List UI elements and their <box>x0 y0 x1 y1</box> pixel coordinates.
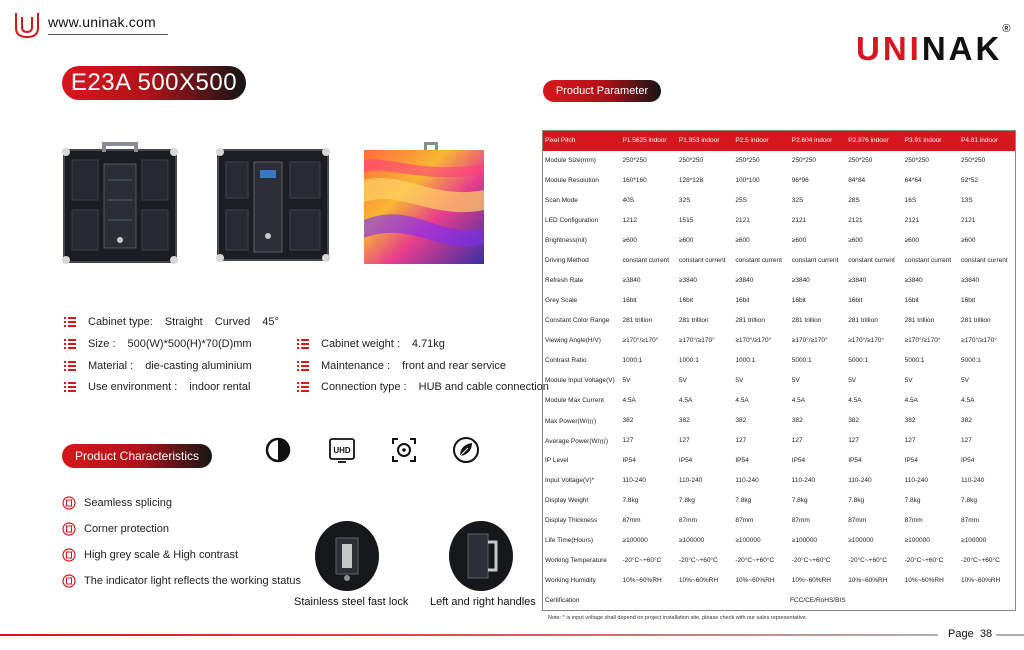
table-cell: constant current <box>848 257 895 264</box>
table-row <box>543 551 1016 571</box>
characteristic-item <box>62 574 301 588</box>
bullet-circle-icon <box>62 496 76 510</box>
table-cell: 5000:1 <box>848 357 869 364</box>
brand-red-part: UNI <box>856 30 922 67</box>
table-cell: 5V <box>961 377 969 384</box>
table-cell: 7.8kg <box>735 497 752 504</box>
table-cell: 4.5A <box>735 397 749 404</box>
characteristic-text: The indicator light reflects the working status <box>84 575 302 587</box>
spec-value: HUB and cable connection <box>418 381 549 393</box>
table-cell: 7.8kg <box>678 497 695 504</box>
table-cell: -20°C~+60°C <box>791 557 831 564</box>
cabinet-rear-image <box>58 140 182 268</box>
table-cell: IP54 <box>904 457 918 464</box>
table-header-cell: P4.81 indoor <box>961 137 998 145</box>
table-cell: 5V <box>622 377 631 384</box>
table-cell: 96*96 <box>791 177 809 184</box>
table-row-label: Brightness(nit) <box>545 237 587 244</box>
table-cell: 110-240 <box>791 477 816 484</box>
table-cell: 16bit <box>678 297 694 304</box>
table-row <box>543 531 1016 551</box>
table-row-label: Module Max Current <box>545 397 604 404</box>
table-cell: ≥3840 <box>791 277 810 284</box>
table-row-label: Display Weight <box>545 497 589 504</box>
table-cell: 40S <box>622 197 635 204</box>
table-cell: 1000:1 <box>622 357 643 364</box>
table-cell: 87mm <box>904 517 923 524</box>
table-cell: 1000:1 <box>678 357 699 364</box>
table-cell: 32S <box>791 197 804 204</box>
table-cell: 250*250 <box>904 157 929 164</box>
table-cell: ≥170°/≥170° <box>678 337 715 344</box>
table-cell: -20°C~+60°C <box>961 557 1000 564</box>
spec-value: indoor rental <box>189 381 251 393</box>
table-cell: 5000:1 <box>961 357 981 364</box>
table-cell: 5V <box>904 377 913 384</box>
table-cell: 250*250 <box>622 157 647 164</box>
brand-logo <box>856 23 1011 68</box>
table-cell: 281 trillion <box>848 317 878 324</box>
table-cell: 110-240 <box>735 477 759 484</box>
table-row <box>543 231 1016 251</box>
table-cell: 7.8kg <box>622 497 639 504</box>
table-row <box>543 471 1016 491</box>
table-row-label: IP Level <box>545 457 569 464</box>
table-cell: IP54 <box>678 457 693 464</box>
table-cell: 128*128 <box>678 177 704 184</box>
table-cell: 25S <box>735 197 747 204</box>
spec-use-environment <box>64 381 250 393</box>
spec-value: die-casting aluminium <box>145 360 252 372</box>
table-cell: 28S <box>848 197 860 204</box>
table-cell: 16bit <box>622 297 637 304</box>
table-cell: 5V <box>735 377 744 384</box>
table-row-label: Constant Color Range <box>545 317 610 324</box>
table-cell: 281 trillion <box>791 317 822 324</box>
table-cell: 281 trillion <box>735 317 765 324</box>
table-cell: 110-240 <box>904 477 928 484</box>
table-cell: 1000:1 <box>735 357 756 364</box>
table-cell: 4.5A <box>848 397 862 404</box>
characteristic-text: Corner protection <box>84 523 169 535</box>
table-row-label: Max Power(W/㎡) <box>545 418 597 425</box>
table-cell: ≥600 <box>622 237 637 244</box>
table-cell: 5000:1 <box>904 357 925 364</box>
table-row <box>543 151 1016 171</box>
table-row <box>543 311 1016 331</box>
table-cell: 87mm <box>735 517 754 524</box>
table-cell: 13S <box>961 197 973 204</box>
characteristic-item <box>62 522 169 536</box>
table-cell: ≥170°/≥170° <box>622 337 659 344</box>
table-cell: 87mm <box>961 517 980 524</box>
page-number <box>948 628 992 640</box>
table-cell: 127 <box>904 437 916 444</box>
spec-cabinet-type <box>64 316 279 328</box>
page-label: Page <box>948 628 974 640</box>
table-row <box>543 431 1016 451</box>
table-row-label: Life Time(Hours) <box>545 537 594 544</box>
table-cell: 10%~60%RH <box>904 577 944 584</box>
spec-value: 45° <box>262 316 279 328</box>
table-cell: -20°C~+60°C <box>678 557 718 564</box>
table-cell: 1212 <box>622 217 637 224</box>
table-header-cell: P2.604 indoor <box>791 137 833 145</box>
table-row <box>543 171 1016 191</box>
table-cell: 2121 <box>735 217 750 224</box>
table-row-label: Module Input Voltage(V) <box>545 377 615 384</box>
table-row <box>543 371 1016 391</box>
table-cell: constant current <box>904 257 952 264</box>
table-cell: ≥600 <box>735 237 750 244</box>
table-row-label: Average Power(W/㎡) <box>545 438 609 445</box>
table-cell: 16bit <box>961 297 976 304</box>
spec-label: Connection type : <box>321 381 407 393</box>
table-cell: IP54 <box>961 457 975 464</box>
characteristic-item <box>62 496 172 510</box>
table-cell: 281 trillion <box>678 317 709 324</box>
spec-maintenance <box>297 360 506 372</box>
spec-label: Maintenance : <box>321 360 391 372</box>
table-row-label: Certification <box>545 596 580 604</box>
table-cell: -20°C~+60°C <box>735 557 775 564</box>
table-cell: ≥100000 <box>791 537 818 544</box>
characteristic-text: Seamless splicing <box>84 497 173 509</box>
table-row <box>543 491 1016 511</box>
table-cell: -20°C~+60°C <box>622 557 662 564</box>
characteristic-text: High grey scale & High contrast <box>84 549 239 561</box>
table-cell: 64*64 <box>904 177 922 184</box>
table-row <box>543 291 1016 311</box>
table-cell: IP54 <box>622 457 636 464</box>
spec-label: Use environment : <box>88 381 178 393</box>
spec-value: front and rear service <box>402 360 507 372</box>
table-cell: ≥3840 <box>848 277 867 284</box>
table-cell: 5000:1 <box>791 357 812 364</box>
table-row-label: Working Temperature <box>545 557 607 564</box>
bullet-circle-icon <box>62 574 76 588</box>
table-note: Note: * is input voltage shall depend on project installation site, please check with our sales representative. <box>548 615 808 621</box>
parameter-title: Product Parameter <box>543 80 661 102</box>
footer-divider <box>0 634 938 636</box>
table-cell: 2121 <box>961 217 976 224</box>
table-cell: 382 <box>735 417 747 424</box>
table-cell: 281 trillion <box>904 317 935 324</box>
table-cell: 10%~60%RH <box>622 577 662 584</box>
table-cell: ≥600 <box>961 237 976 244</box>
table-row <box>543 451 1016 471</box>
table-cell: constant current <box>735 257 782 264</box>
spec-label: Size : <box>88 338 116 350</box>
table-row-certification <box>543 591 1016 611</box>
table-cell: 2121 <box>848 217 863 224</box>
table-cell: 127 <box>791 437 803 444</box>
table-cell: 5V <box>791 377 800 384</box>
table-cell: 10%~60%RH <box>791 577 831 584</box>
list-icon <box>64 317 76 327</box>
table-cell: constant current <box>622 257 670 264</box>
table-cell: 7.8kg <box>791 497 808 504</box>
uninak-logo-icon <box>14 12 40 38</box>
table-cell: ≥3840 <box>678 277 697 284</box>
table-cell: 382 <box>848 417 860 424</box>
table-row <box>543 351 1016 371</box>
table-cell: ≥600 <box>904 237 920 244</box>
table-cell: 382 <box>622 417 634 424</box>
spec-label: Cabinet type: <box>88 316 153 328</box>
table-cell: 127 <box>678 437 690 444</box>
table-row <box>543 391 1016 411</box>
bullet-circle-icon <box>62 522 76 536</box>
table-row-label: Grey Scale <box>545 297 578 304</box>
spec-material <box>64 360 252 372</box>
table-cell: IP54 <box>848 457 862 464</box>
table-cell: 250*250 <box>791 157 816 164</box>
site-url[interactable]: www.uninak.com <box>48 14 156 30</box>
uhd-icon-label: UHD <box>333 446 351 455</box>
table-cell: 110-240 <box>961 477 985 484</box>
spec-connection-type <box>297 381 549 393</box>
spec-value: 4.71kg <box>411 338 445 350</box>
handle-image <box>448 520 514 592</box>
list-icon <box>297 361 309 371</box>
table-cell: ≥3840 <box>961 277 980 284</box>
list-icon <box>297 382 309 392</box>
page-number-value: 38 <box>979 628 993 640</box>
footer-divider-tail <box>996 634 1024 636</box>
table-row-label: Module Size(mm) <box>545 157 596 164</box>
table-row-label: Contrast Ratio <box>545 357 587 364</box>
table-cell: ≥170°/≥170° <box>904 337 941 344</box>
table-cell: 84*84 <box>848 177 866 184</box>
table-cell: IP54 <box>791 457 806 464</box>
table-cell: ≥170°/≥170° <box>848 337 885 344</box>
product-title: E23A 500X500 <box>62 66 246 100</box>
spec-value: Straight <box>164 316 203 328</box>
table-cell: ≥600 <box>678 237 694 244</box>
table-cell: 10%~60%RH <box>848 577 888 584</box>
table-cell: 250*250 <box>961 157 986 164</box>
table-cell: 5V <box>848 377 857 384</box>
table-row <box>543 191 1016 211</box>
table-cell: 160*160 <box>622 177 647 184</box>
table-cell: 250*250 <box>848 157 873 164</box>
table-cell: 250*250 <box>678 157 704 164</box>
table-row-label: Scan Mode <box>545 197 578 204</box>
table-header-cell: P2.5 indoor <box>735 137 769 145</box>
site-url-underline <box>48 34 168 35</box>
table-cell: 16S <box>904 197 917 204</box>
table-cell: 127 <box>848 437 860 444</box>
table-cell: 7.8kg <box>848 497 865 504</box>
cabinet-angle-image <box>210 140 334 268</box>
table-cell: 87mm <box>848 517 867 524</box>
table-header-row <box>543 131 1016 151</box>
table-cell: 250*250 <box>735 157 760 164</box>
table-row <box>543 211 1016 231</box>
spec-cabinet-weight <box>297 338 445 350</box>
table-cell: -20°C~+60°C <box>848 557 887 564</box>
table-cell: 382 <box>678 417 690 424</box>
parameter-table <box>542 130 1016 611</box>
table-cell: 382 <box>904 417 916 424</box>
characteristics-title: Product Characteristics <box>62 444 212 468</box>
table-cell: 382 <box>791 417 803 424</box>
table-cell: 110-240 <box>848 477 872 484</box>
table-cell: 110-240 <box>622 477 646 484</box>
table-row <box>543 571 1016 591</box>
table-cell: 4.5A <box>622 397 636 404</box>
table-cell: 2121 <box>791 217 807 224</box>
table-cell: 281 trillion <box>961 317 991 324</box>
table-cell: 2121 <box>904 217 920 224</box>
table-cell: 4.5A <box>904 397 918 404</box>
table-header-label: Pixel Pitch <box>545 137 576 145</box>
screen-display-image <box>362 140 486 266</box>
bullet-circle-icon <box>62 548 76 562</box>
spec-label: Cabinet weight : <box>321 338 400 350</box>
table-cell: 1515 <box>678 217 694 224</box>
spec-value: Curved <box>214 316 251 328</box>
handles-caption: Left and right handles <box>430 596 536 608</box>
table-row-label: Refresh Rate <box>545 277 584 284</box>
table-cell: 7.8kg <box>961 497 977 504</box>
table-row-label: Input Voltage(V)* <box>545 477 595 484</box>
table-cell: 5V <box>678 377 687 384</box>
table-header-cell: P2.976 indoor <box>848 137 889 145</box>
table-cell: -20°C~+60°C <box>904 557 944 564</box>
table-cell: IP54 <box>735 457 749 464</box>
table-cell: 382 <box>961 417 972 424</box>
table-cell: ≥100000 <box>678 537 705 544</box>
table-cell: 10%~60%RH <box>961 577 1001 584</box>
list-icon <box>64 382 76 392</box>
table-cell: 10%~60%RH <box>678 577 719 584</box>
table-header-cell: P1.5625 indoor <box>622 137 667 145</box>
table-cell: ≥100000 <box>735 537 761 544</box>
spec-size <box>64 338 252 350</box>
table-cell: ≥3840 <box>735 277 754 284</box>
table-row-label: Driving Method <box>545 257 589 264</box>
table-cell: ≥600 <box>791 237 807 244</box>
fast-lock-caption: Stainless steel fast lock <box>294 596 409 608</box>
table-cell: 110-240 <box>678 477 703 484</box>
list-icon <box>297 339 309 349</box>
table-cell: ≥170°/≥170° <box>791 337 828 344</box>
table-cell: ≥600 <box>848 237 863 244</box>
list-icon <box>64 361 76 371</box>
table-row <box>543 511 1016 531</box>
certification-value: FCC/CE/RoHS/BIS <box>789 596 846 604</box>
table-cell: constant current <box>791 257 839 264</box>
table-cell: 32S <box>678 197 691 204</box>
table-cell: 16bit <box>791 297 806 304</box>
table-cell: constant current <box>678 257 726 264</box>
table-cell: ≥100000 <box>961 537 987 544</box>
spec-value: 500(W)*500(H)*70(D)mm <box>127 338 252 350</box>
table-cell: 16bit <box>848 297 863 304</box>
table-cell: 52*52 <box>961 177 979 184</box>
table-cell: ≥170°/≥170° <box>735 337 772 344</box>
table-header-cell: P3.91 indoor <box>904 137 942 145</box>
contrast-icon <box>264 436 292 464</box>
table-cell: constant current <box>961 257 1008 264</box>
table-row <box>543 331 1016 351</box>
table-row-label: Viewing Angle(H/V) <box>545 337 601 344</box>
table-cell: 16bit <box>904 297 919 304</box>
table-cell: ≥100000 <box>848 537 874 544</box>
characteristic-item <box>62 548 238 562</box>
brand-black-part: NAK <box>921 30 1003 67</box>
table-cell: 16bit <box>735 297 750 304</box>
leaf-icon <box>452 436 480 464</box>
table-cell: 87mm <box>678 517 697 524</box>
table-cell: 127 <box>735 437 747 444</box>
list-icon <box>64 339 76 349</box>
uhd-icon <box>328 436 356 464</box>
table-cell: 127 <box>961 437 972 444</box>
table-row <box>543 411 1016 431</box>
table-cell: 4.5A <box>678 397 693 404</box>
table-row <box>543 271 1016 291</box>
table-cell: 87mm <box>622 517 641 524</box>
table-cell: 10%~60%RH <box>735 577 775 584</box>
table-cell: ≥100000 <box>904 537 930 544</box>
spec-label: Material : <box>88 360 134 372</box>
table-row-label: LED Configuration <box>545 217 599 224</box>
table-cell: 281 trillion <box>622 317 653 324</box>
table-cell: 7.8kg <box>904 497 921 504</box>
table-row <box>543 251 1016 271</box>
table-cell: 4.5A <box>791 397 806 404</box>
table-row-label: Display Thickness <box>545 517 598 524</box>
table-cell: 127 <box>622 437 634 444</box>
table-cell: 4.5A <box>961 397 975 404</box>
table-cell: 87mm <box>791 517 810 524</box>
table-cell: ≥3840 <box>622 277 641 284</box>
table-row-label: Module Resolution <box>545 177 599 184</box>
table-cell: 100*100 <box>735 177 760 184</box>
fast-lock-image <box>314 520 380 592</box>
table-cell: ≥100000 <box>622 537 648 544</box>
target-icon <box>390 436 418 464</box>
table-cell: ≥170°/≥170° <box>961 337 997 344</box>
registered-mark: ® <box>1002 23 1011 35</box>
table-row-label: Working Humidity <box>545 577 596 584</box>
table-header-cell: P1.953 indoor <box>678 137 720 145</box>
table-cell: ≥3840 <box>904 277 923 284</box>
